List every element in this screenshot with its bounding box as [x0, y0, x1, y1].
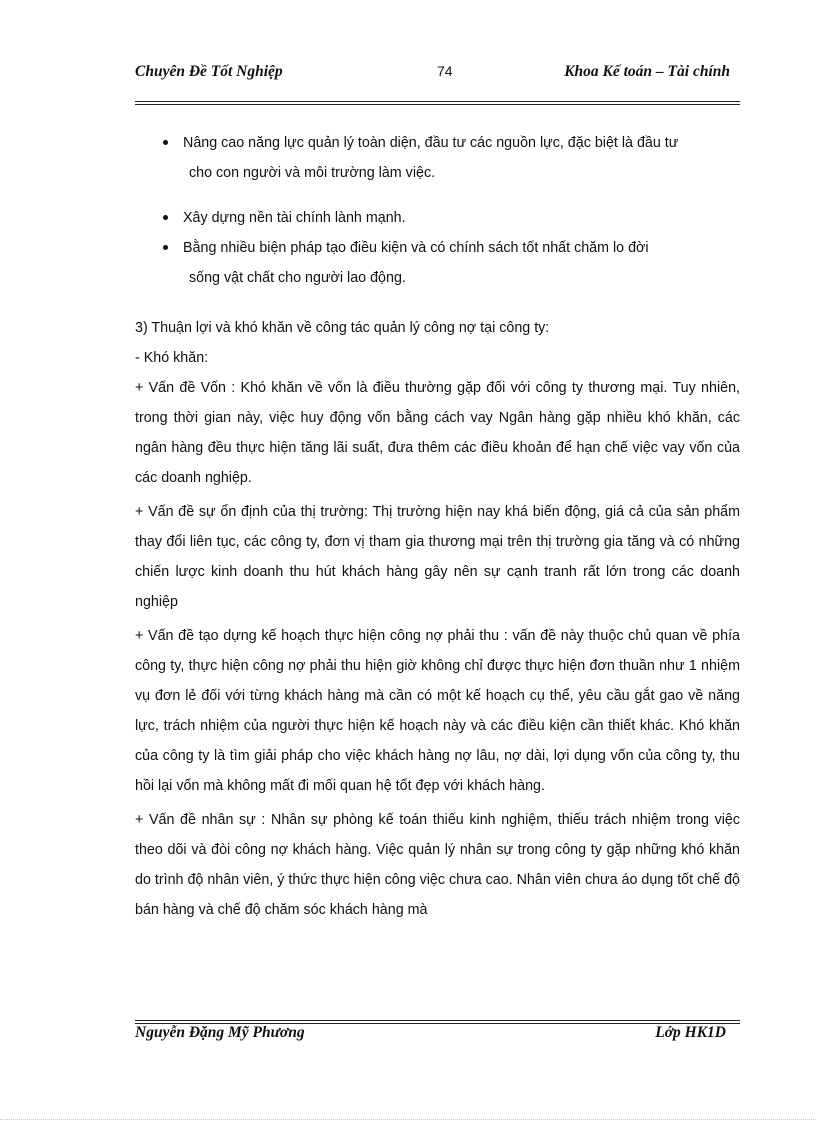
- bullet-icon: [163, 215, 168, 220]
- header-title: Chuyên Đề Tốt Nghiệp: [135, 63, 283, 80]
- subheading: - Khó khăn:: [135, 350, 209, 366]
- author-name: Nguyễn Đặng Mỹ Phương: [135, 1024, 305, 1041]
- paragraph-capital: + Vấn đề Vốn : Khó khăn về vốn là điều thường gặp đối với công ty thương mại. Tuy nhiên, trong thời gian này, việc huy động vốn bằng cách vay Ngân hàng gặp nhiều khó khăn, các ngân hàng đều thực hiện tăng lãi suất, đưa thêm các điều khoản để hạn chế việc vay vốn của các doanh nghiệp.: [135, 380, 740, 486]
- page-edge-divider: [0, 1119, 816, 1120]
- bullet-icon: [163, 140, 168, 145]
- header-divider-double: [135, 104, 740, 105]
- list-item-text: Xây dựng nền tài chính lành mạnh.: [183, 210, 406, 226]
- footer-divider: [135, 1020, 740, 1021]
- list-item-text: Bằng nhiều biện pháp tạo điều kiện và có chính sách tốt nhất chăm lo đời: [183, 240, 649, 256]
- section-heading: 3) Thuận lợi và khó khăn về công tác quản lý công nợ tại công ty:: [135, 320, 550, 336]
- page-header: [135, 63, 740, 87]
- paragraph-staffing: + Vấn đề nhân sự : Nhân sự phòng kế toán thiếu kinh nghiệm, thiếu trách nhiệm trong việc theo dõi và đòi công nợ khách hàng. Việc quản lý nhân sự trong công ty gặp những khó khăn do trình độ nhân viên, ý thức thực hiện công việc chưa cao. Nhân viên chưa áo dụng tốt chế độ bán hàng và chế độ chăm sóc khách hàng mà: [135, 812, 740, 918]
- paragraph-market: + Vấn đề sự ổn định của thị trường: Thị trường hiện nay khá biến động, giá cả của sản phẩm thay đổi liên tục, các công ty, đơn vị tham gia thương mại trên thị trường gia tăng và có những chiến lược kinh doanh thu hút khách hàng gây nên sự cạnh tranh rất lớn trong các doanh nghiệp: [135, 504, 740, 610]
- bullet-icon: [163, 245, 168, 250]
- list-item-continuation: cho con người và môi trường làm việc.: [189, 165, 436, 181]
- header-divider: [135, 101, 740, 102]
- page-number: 74: [437, 63, 453, 79]
- paragraph-receivables: + Vấn đề tạo dựng kế hoạch thực hiện công nợ phải thu : vấn đề này thuộc chủ quan về phía công ty, thực hiện công nợ phải thu hiện giờ không chỉ được thực hiện đơn thuần như 1 nhiệm vụ đơn lẻ đối với từng khách hàng mà cần có một kế hoạch cụ thể, yêu cầu gắt gao về năng lực, trách nhiệm của người thực hiện kế hoạch này và các điều kiện cần thiết khác. Khó khăn của công ty là tìm giải pháp cho việc khách hàng nợ lâu, nợ dài, lợi dụng vốn của công ty, thu hồi lại vốn mà không mất đi mối quan hệ tốt đẹp với khách hàng.: [135, 628, 740, 794]
- header-department: Khoa Kế toán – Tài chính: [564, 63, 730, 80]
- bullet-list: [135, 128, 740, 293]
- class-name: Lớp HK1D: [655, 1024, 726, 1041]
- page-body: [135, 128, 740, 929]
- list-item: [135, 203, 740, 233]
- list-item: [135, 233, 740, 293]
- list-item-text: Nâng cao năng lực quản lý toàn diện, đầu tư các nguồn lực, đặc biệt là đầu tư: [183, 135, 679, 151]
- list-item-continuation: sống vật chất cho người lao động.: [189, 270, 406, 286]
- page-footer: [135, 1024, 740, 1048]
- list-item: [135, 128, 740, 188]
